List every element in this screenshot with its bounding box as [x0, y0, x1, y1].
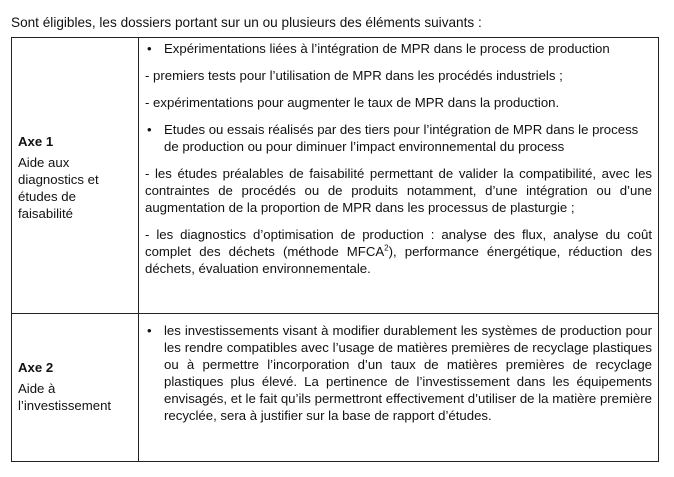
eligibility-table [11, 37, 659, 462]
axe-1-para-2: - expérimentations pour augmenter le taux de MPR dans la production. [145, 95, 560, 110]
axe-1-para-4-before: - les diagnostics d’optimisation de production : analyse des flux, analyse du coût complet des déchets (méthode MFCA [145, 227, 652, 259]
table-row-axe-2 [12, 314, 659, 462]
axe-1-para-4-after: ), performance énergétique, réduction des déchets, évaluation environnementale. [145, 244, 652, 276]
axe-1-title: Axe 1 [18, 134, 54, 149]
axe-1-para-4 [145, 226, 652, 277]
axe-2-bullet-1 [145, 322, 652, 424]
axe-1-para-3: - les études préalables de faisabilité permettant de valider la compatibilité, avec les contraintes de procédés ou de produits notamment, d’une intégration ou d’une augmentation de la proportion de MPR dans les processus de plasturgie ; [145, 166, 652, 215]
bullet-icon: • [147, 122, 152, 137]
axe-2-subtitle: Aide à l’investissement [18, 381, 112, 413]
axe-2-bullet-1-text: les investissements visant à modifier durablement les systèmes de production pour les rendre compatibles avec l’usage de matières premières de recyclage plastiques ou à permettre l’incorporation d’un taux de matières premières de recyclage plastiques plus élevé. La pertinence de l’investissement dans les équipements envisagés, et le fait qu’ils permettront effectivement d’utiliser de la matière première recyclée, sera à justifier sur la base de rapport d’études. [164, 323, 652, 423]
axe-1-para-1: - premiers tests pour l’utilisation de MPR dans les procédés industriels ; [145, 68, 563, 83]
axe-1-bullet-2 [145, 121, 652, 155]
axe-1-content-cell [139, 38, 659, 314]
axe-1-subtitle: Aide aux diagnostics et études de faisabilité [18, 155, 99, 221]
axe-1-bullet-1 [145, 40, 652, 57]
axe-2-label-cell [12, 314, 139, 462]
axe-2-title: Axe 2 [18, 360, 54, 375]
axe-1-bullet-2-text: Etudes ou essais réalisés par des tiers pour l’intégration de MPR dans le process de production ou pour diminuer l’impact environnemental du process [164, 122, 639, 154]
intro-text: Sont éligibles, les dossiers portant sur un ou plusieurs des éléments suivants : [11, 15, 482, 30]
bullet-icon: • [147, 41, 152, 56]
axe-1-label-cell [12, 38, 139, 314]
table-row-axe-1 [12, 38, 659, 314]
axe-2-content-cell [139, 314, 659, 462]
footnote-ref: 2 [384, 243, 389, 253]
bullet-icon: • [147, 323, 152, 338]
axe-1-bullet-1-text: Expérimentations liées à l’intégration de MPR dans le process de production [164, 41, 610, 56]
